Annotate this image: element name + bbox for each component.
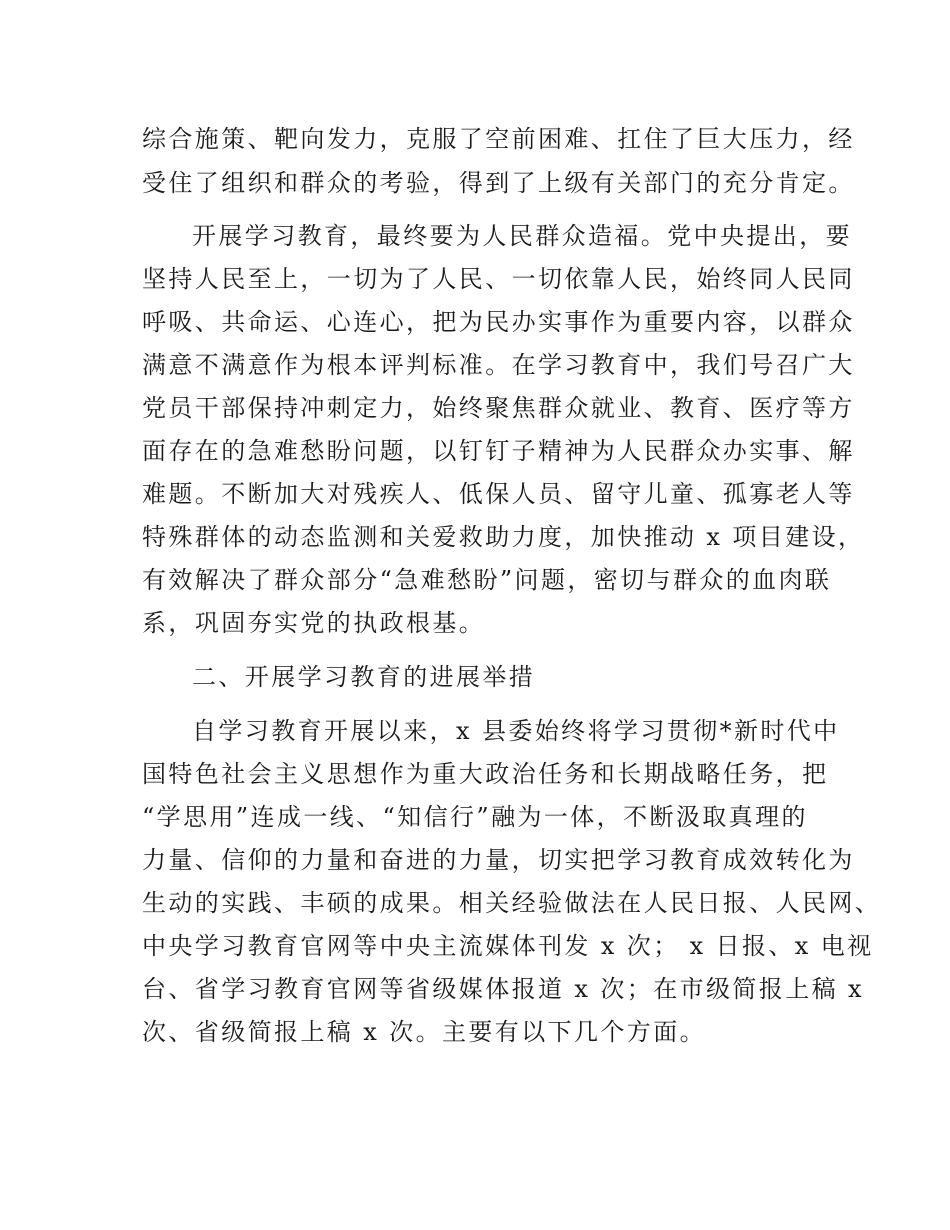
- paragraph-line: 受住了组织和群众的考验，得到了上级有关部门的充分肯定。: [142, 169, 855, 197]
- paragraph-line: “学思用”连成一线、“知信行”融为一体，不断汲取真理的: [142, 803, 808, 831]
- paragraph-line: 系，巩固夯实党的执政根基。: [142, 609, 486, 637]
- paragraph-line: 特殊群体的动态监测和关爱救助力度，加快推动 x 项目建设，: [142, 523, 865, 551]
- paragraph-line: 中央学习教育官网等中央主流媒体刊发 x 次； x 日报、x 电视: [142, 932, 874, 960]
- paragraph-line: 满意不满意作为根本评判标准。在学习教育中，我们号召广大: [142, 351, 855, 379]
- paragraph-line: 国特色社会主义思想作为重大政治任务和长期战略任务，把: [142, 760, 829, 788]
- paragraph-line: 有效解决了群众部分“急难愁盼”问题，密切与群众的血肉联: [142, 566, 832, 594]
- paragraph-line: 自学习教育开展以来，x 县委始终将学习贯彻*新时代中: [192, 717, 840, 745]
- paragraph-line: 开展学习教育，最终要为人民群众造福。党中央提出，要: [192, 222, 852, 250]
- section-heading: 二、开展学习教育的进展举措: [192, 663, 536, 691]
- paragraph-line: 生动的实践、丰硕的成果。相关经验做法在人民日报、人民网、: [142, 889, 882, 917]
- paragraph-line: 面存在的急难愁盼问题，以钉钉子精神为人民群众办实事、解: [142, 437, 855, 465]
- paragraph-line: 台、省学习教育官网等省级媒体报道 x 次；在市级简报上稿 x: [142, 975, 864, 1003]
- paragraph-line: 呼吸、共命运、心连心，把为民办实事作为重要内容，以群众: [142, 308, 855, 336]
- paragraph-line: 力量、信仰的力量和奋进的力量，切实把学习教育成效转化为: [142, 846, 855, 874]
- paragraph-line: 综合施策、靶向发力，克服了空前困难、扛住了巨大压力，经: [142, 125, 855, 153]
- paragraph-line: 难题。不断加大对残疾人、低保人员、留守儿童、孤寡老人等: [142, 480, 855, 508]
- paragraph-line: 党员干部保持冲刺定力，始终聚焦群众就业、教育、医疗等方: [142, 394, 855, 422]
- paragraph-line: 次、省级简报上稿 x 次。主要有以下几个方面。: [142, 1018, 706, 1046]
- paragraph-line: 坚持人民至上，一切为了人民、一切依靠人民，始终同人民同: [142, 265, 855, 293]
